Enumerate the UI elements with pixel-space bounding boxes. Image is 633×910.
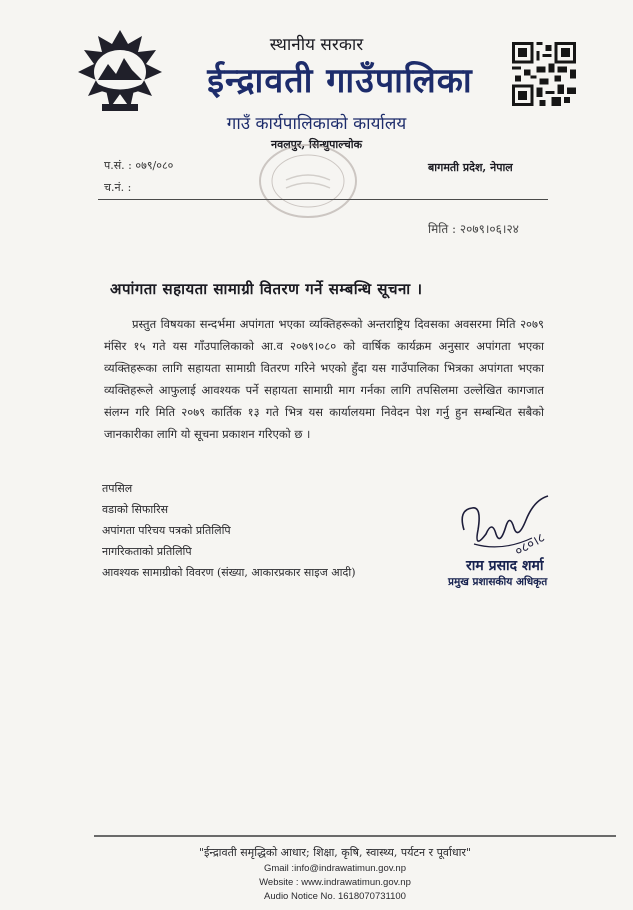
footer-slogan: "ईन्द्रावती समृद्धिको आधार; शिक्षा, कृषि, स्वास्थ्य, पर्यटन र पूर्वाधार" xyxy=(198,846,472,859)
list-item: नागरिकताको प्रतिलिपि xyxy=(102,545,192,558)
office-address: नवलपुर, सिन्धुपाल्चोक xyxy=(270,138,363,151)
list-item: अपांगता परिचय पत्रको प्रतिलिपि xyxy=(102,524,231,537)
list-item: आवश्यक सामाग्रीको विवरण (संख्या, आकारप्रकार साइज आदी) xyxy=(102,566,356,579)
footer-audio-notice: Audio Notice No. 1618070731100 xyxy=(264,891,406,902)
local-government-label: स्थानीय सरकार xyxy=(269,35,364,55)
office-name: गाउँ कार्यपालिकाको कार्यालय xyxy=(226,114,407,134)
list-heading: तपसिल xyxy=(102,482,133,495)
header-divider xyxy=(98,199,548,200)
signatory-title: प्रमुख प्रशासकीय अधिकृत xyxy=(448,576,548,588)
attachment-list xyxy=(102,478,356,583)
list-item: वडाको सिफारिस xyxy=(102,503,169,516)
notice-body: प्रस्तुत विषयका सन्दर्भमा अपांगता भएका व्यक्तिहरूको अन्तराष्ट्रिय दिवसका अवसरमा मिति २०७९ मंसिर १५ गते यस गाँउपालिकाको आ.व २०७९।०८० को वार्षिक कार्यक्रम अनुसार अपांगता भएका व्यक्तिहरूका लागि सहायता सामाग्री वितरण गरिने भएको हुँदा यस गाउँपालिका भित्रका अपांगता भएका व्यक्तिहरूले आफुलाई आवश्यक पर्ने सहायता सामाग्री माग गर्नका लागि तपसिलमा उल्लेखित कागजात संलग्न गरि मिति २०७९ कार्तिक १३ गते भित्र यस कार्यालयमा निवेदन पेश गर्नु हुन सम्बन्धित सबैको जानकारीका लागि यो सूचना प्रकाशन गरिएको छ । xyxy=(104,317,544,441)
dispatch-number: च.नं. : xyxy=(104,181,132,194)
signature-date: ०८०।८ xyxy=(512,530,548,560)
notice-subject: अपांगता सहायता सामाग्री वितरण गर्ने सम्बन्धि सूचना । xyxy=(110,280,423,298)
footer-email: Gmail :info@indrawatimun.gov.np xyxy=(263,863,406,874)
signatory-name: राम प्रसाद शर्मा xyxy=(466,558,544,574)
letter-number: प.सं. : ०७९/०८० xyxy=(104,159,174,172)
footer-website: Website : www.indrawatimun.gov.np xyxy=(259,877,411,888)
office-stamp-icon xyxy=(256,140,360,222)
footer-divider xyxy=(94,835,616,837)
signature xyxy=(452,490,572,562)
municipality-name: ईन्द्रावती गाउँपालिका xyxy=(207,61,473,101)
notice-date: मिति : २०७९।०६।२४ xyxy=(428,222,519,236)
province-label: बागमती प्रदेश, नेपाल xyxy=(428,161,513,174)
